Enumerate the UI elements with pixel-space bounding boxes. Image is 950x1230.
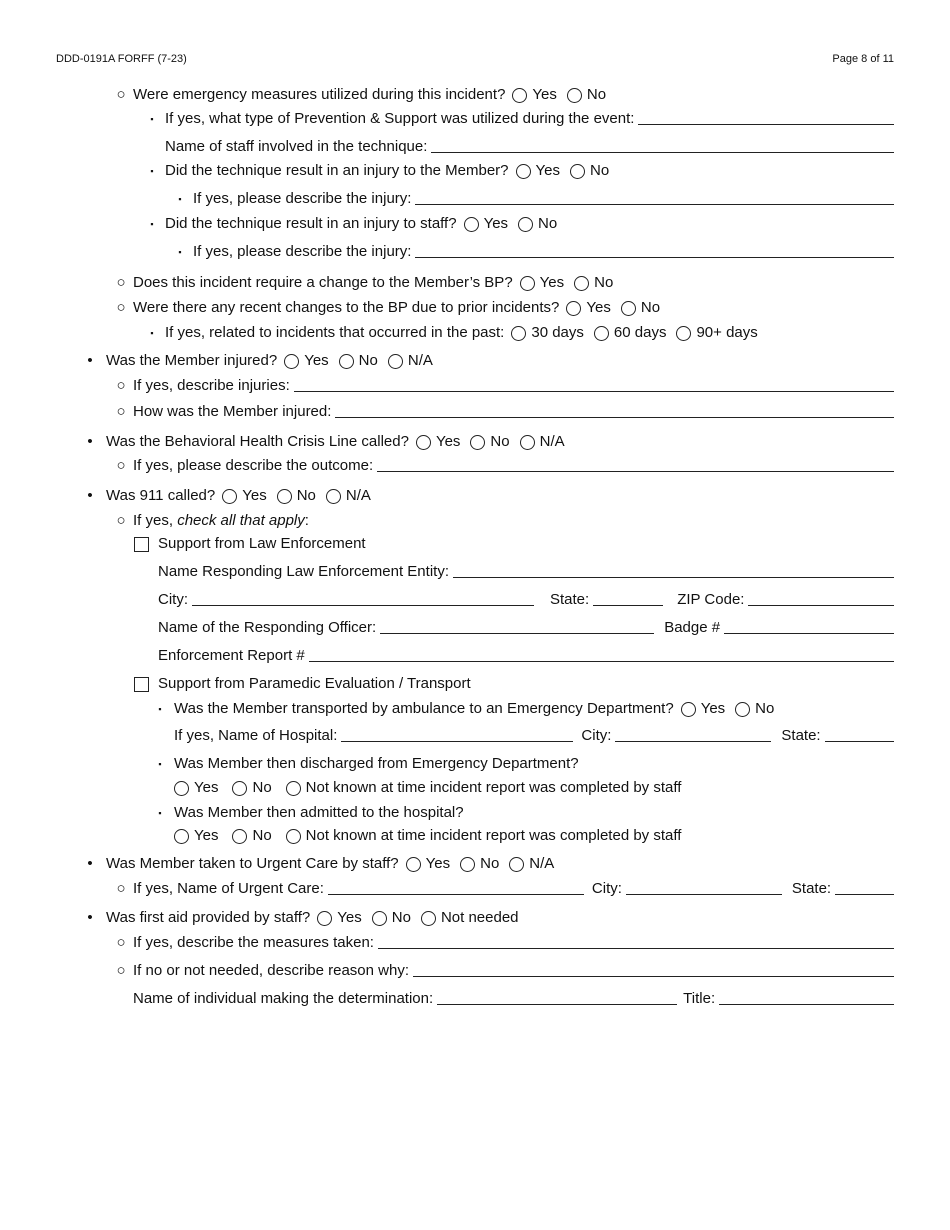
bp-change-no-radio[interactable] bbox=[574, 276, 589, 291]
ambulance-no-radio[interactable] bbox=[735, 702, 750, 717]
bp-change-yes-radio[interactable] bbox=[520, 276, 535, 291]
law-address-row: City: State: ZIP Code: bbox=[158, 589, 894, 611]
square-bullet-icon: ▪ bbox=[178, 194, 182, 204]
discharged-options-row: Yes No Not known at time incident report was completed by staff bbox=[164, 777, 894, 799]
urgent-care-yes-radio[interactable] bbox=[406, 857, 421, 872]
injury-staff-describe-field[interactable] bbox=[415, 257, 894, 258]
how-injured-row: ○ How was the Member injured: bbox=[133, 401, 894, 423]
bullet-icon: • bbox=[87, 433, 93, 450]
urgent-care-row: • Was Member taken to Urgent Care by staff? Yes No N/A bbox=[106, 853, 894, 875]
admitted-options-row: Yes No Not known at time incident report was completed by staff bbox=[164, 825, 894, 847]
staff-name-field[interactable] bbox=[431, 152, 894, 153]
law-zip-field[interactable] bbox=[748, 605, 894, 606]
injury-member-row: ▪ Did the technique result in an injury to the Member? Yes No bbox=[165, 160, 894, 182]
crisis-line-yes-radio[interactable] bbox=[416, 435, 431, 450]
crisis-line-no-radio[interactable] bbox=[470, 435, 485, 450]
urgent-care-name-field[interactable] bbox=[328, 894, 584, 895]
urgent-care-na-radio[interactable] bbox=[509, 857, 524, 872]
form-id: DDD-0191A FORFF (7-23) bbox=[56, 53, 187, 65]
law-support-checkbox[interactable] bbox=[134, 537, 149, 552]
law-entity-field[interactable] bbox=[453, 577, 894, 578]
injury-member-no-radio[interactable] bbox=[570, 164, 585, 179]
member-injured-yes-radio[interactable] bbox=[284, 354, 299, 369]
hollow-bullet-icon: ○ bbox=[116, 880, 126, 897]
badge-field[interactable] bbox=[724, 633, 894, 634]
discharged-no-radio[interactable] bbox=[232, 781, 247, 796]
hollow-bullet-icon: ○ bbox=[116, 934, 126, 951]
hollow-bullet-icon: ○ bbox=[116, 377, 126, 394]
law-state-field[interactable] bbox=[593, 605, 663, 606]
first-aid-yes-radio[interactable] bbox=[317, 911, 332, 926]
page-number: Page 8 of 11 bbox=[832, 53, 894, 65]
member-injured-no-radio[interactable] bbox=[339, 354, 354, 369]
ps-type-field[interactable] bbox=[638, 124, 894, 125]
hospital-state-field[interactable] bbox=[825, 741, 894, 742]
hollow-bullet-icon: ○ bbox=[116, 86, 126, 103]
hospital-row: If yes, Name of Hospital: City: State: bbox=[174, 725, 894, 747]
determiner-title-field[interactable] bbox=[719, 1004, 894, 1005]
discharged-row: ▪ Was Member then discharged from Emergency Department? bbox=[174, 753, 894, 775]
ambulance-row: ▪ Was the Member transported by ambulance to an Emergency Department? Yes No bbox=[174, 698, 894, 720]
square-bullet-icon: ▪ bbox=[150, 166, 154, 176]
square-bullet-icon: ▪ bbox=[150, 114, 154, 124]
hospital-city-field[interactable] bbox=[615, 741, 771, 742]
emergency-no-radio[interactable] bbox=[567, 88, 582, 103]
admitted-yes-radio[interactable] bbox=[174, 829, 189, 844]
member-injured-row: • Was the Member injured? Yes No N/A bbox=[106, 350, 894, 372]
report-field[interactable] bbox=[309, 661, 894, 662]
bp-past-90-radio[interactable] bbox=[676, 326, 691, 341]
admitted-unknown-radio[interactable] bbox=[286, 829, 301, 844]
hollow-bullet-icon: ○ bbox=[116, 457, 126, 474]
hollow-bullet-icon: ○ bbox=[116, 299, 126, 316]
injury-member-describe-row: ▪ If yes, please describe the injury: bbox=[193, 188, 894, 210]
discharged-yes-radio[interactable] bbox=[174, 781, 189, 796]
describe-injuries-field[interactable] bbox=[294, 391, 894, 392]
bullet-icon: • bbox=[87, 909, 93, 926]
square-bullet-icon: ▪ bbox=[158, 704, 162, 714]
staff-name-row: Name of staff involved in the technique: bbox=[165, 136, 894, 158]
bp-recent-row: ○ Were there any recent changes to the BP due to prior incidents? Yes No bbox=[133, 297, 894, 319]
ambulance-yes-radio[interactable] bbox=[681, 702, 696, 717]
reason-row: ○ If no or not needed, describe reason why: bbox=[133, 960, 894, 982]
bp-change-row: ○ Does this incident require a change to the Member’s BP? Yes No bbox=[133, 272, 894, 294]
called-911-row: • Was 911 called? Yes No N/A bbox=[106, 485, 894, 507]
urgent-care-no-radio[interactable] bbox=[460, 857, 475, 872]
determiner-name-field[interactable] bbox=[437, 1004, 677, 1005]
urgent-name-row: ○ If yes, Name of Urgent Care: City: State: bbox=[133, 878, 894, 900]
injury-staff-yes-radio[interactable] bbox=[464, 217, 479, 232]
admitted-no-radio[interactable] bbox=[232, 829, 247, 844]
describe-injuries-row: ○ If yes, describe injuries: bbox=[133, 375, 894, 397]
bullet-icon: • bbox=[87, 855, 93, 872]
called-911-na-radio[interactable] bbox=[326, 489, 341, 504]
urgent-care-state-field[interactable] bbox=[835, 894, 894, 895]
square-bullet-icon: ▪ bbox=[150, 219, 154, 229]
first-aid-not-needed-radio[interactable] bbox=[421, 911, 436, 926]
called-911-no-radio[interactable] bbox=[277, 489, 292, 504]
measures-field[interactable] bbox=[378, 948, 894, 949]
bullet-icon: • bbox=[87, 487, 93, 504]
square-bullet-icon: ▪ bbox=[158, 808, 162, 818]
bullet-icon: • bbox=[87, 352, 93, 369]
hollow-bullet-icon: ○ bbox=[116, 512, 126, 529]
square-bullet-icon: ▪ bbox=[150, 328, 154, 338]
injury-member-describe-field[interactable] bbox=[415, 204, 894, 205]
admitted-row: ▪ Was Member then admitted to the hospital? bbox=[174, 802, 894, 824]
ps-type-row: ▪ If yes, what type of Prevention & Support was utilized during the event: bbox=[165, 108, 894, 130]
bp-recent-no-radio[interactable] bbox=[621, 301, 636, 316]
law-entity-row: Name Responding Law Enforcement Entity: bbox=[158, 561, 894, 583]
member-injured-na-radio[interactable] bbox=[388, 354, 403, 369]
emergency-yes-radio[interactable] bbox=[512, 88, 527, 103]
law-support-row: Support from Law Enforcement bbox=[134, 533, 894, 555]
measures-row: ○ If yes, describe the measures taken: bbox=[133, 932, 894, 954]
officer-name-field[interactable] bbox=[380, 633, 654, 634]
injury-staff-row: ▪ Did the technique result in an injury to staff? Yes No bbox=[165, 213, 894, 235]
bp-recent-yes-radio[interactable] bbox=[566, 301, 581, 316]
injury-staff-describe-row: ▪ If yes, please describe the injury: bbox=[193, 241, 894, 263]
bp-past-row: ▪ If yes, related to incidents that occurred in the past: 30 days 60 days 90+ days bbox=[165, 322, 894, 344]
crisis-outcome-row: ○ If yes, please describe the outcome: bbox=[133, 455, 894, 477]
injury-member-yes-radio[interactable] bbox=[516, 164, 531, 179]
report-row: Enforcement Report # bbox=[158, 645, 894, 667]
paramedic-checkbox[interactable] bbox=[134, 677, 149, 692]
reason-field[interactable] bbox=[413, 976, 894, 977]
hollow-bullet-icon: ○ bbox=[116, 403, 126, 420]
paramedic-row: Support from Paramedic Evaluation / Transport bbox=[134, 673, 894, 695]
square-bullet-icon: ▪ bbox=[158, 759, 162, 769]
injury-staff-no-radio[interactable] bbox=[518, 217, 533, 232]
law-city-field[interactable] bbox=[192, 605, 534, 606]
determiner-row: Name of individual making the determination: Title: bbox=[133, 988, 894, 1010]
first-aid-no-radio[interactable] bbox=[372, 911, 387, 926]
hollow-bullet-icon: ○ bbox=[116, 962, 126, 979]
crisis-line-na-radio[interactable] bbox=[520, 435, 535, 450]
emergency-measures-row: ○ Were emergency measures utilized during this incident? Yes No bbox=[133, 84, 894, 106]
hollow-bullet-icon: ○ bbox=[116, 274, 126, 291]
square-bullet-icon: ▪ bbox=[178, 247, 182, 257]
how-injured-field[interactable] bbox=[335, 417, 894, 418]
officer-row: Name of the Responding Officer: Badge # bbox=[158, 617, 894, 639]
crisis-line-row: • Was the Behavioral Health Crisis Line called? Yes No N/A bbox=[106, 431, 894, 453]
hospital-name-field[interactable] bbox=[341, 741, 573, 742]
bp-past-60-radio[interactable] bbox=[594, 326, 609, 341]
urgent-care-city-field[interactable] bbox=[626, 894, 782, 895]
crisis-outcome-field[interactable] bbox=[377, 471, 894, 472]
called-911-yes-radio[interactable] bbox=[222, 489, 237, 504]
discharged-unknown-radio[interactable] bbox=[286, 781, 301, 796]
check-all-row: ○ If yes, check all that apply : bbox=[133, 510, 894, 532]
first-aid-row: • Was first aid provided by staff? Yes No Not needed bbox=[106, 907, 894, 929]
bp-past-30-radio[interactable] bbox=[511, 326, 526, 341]
